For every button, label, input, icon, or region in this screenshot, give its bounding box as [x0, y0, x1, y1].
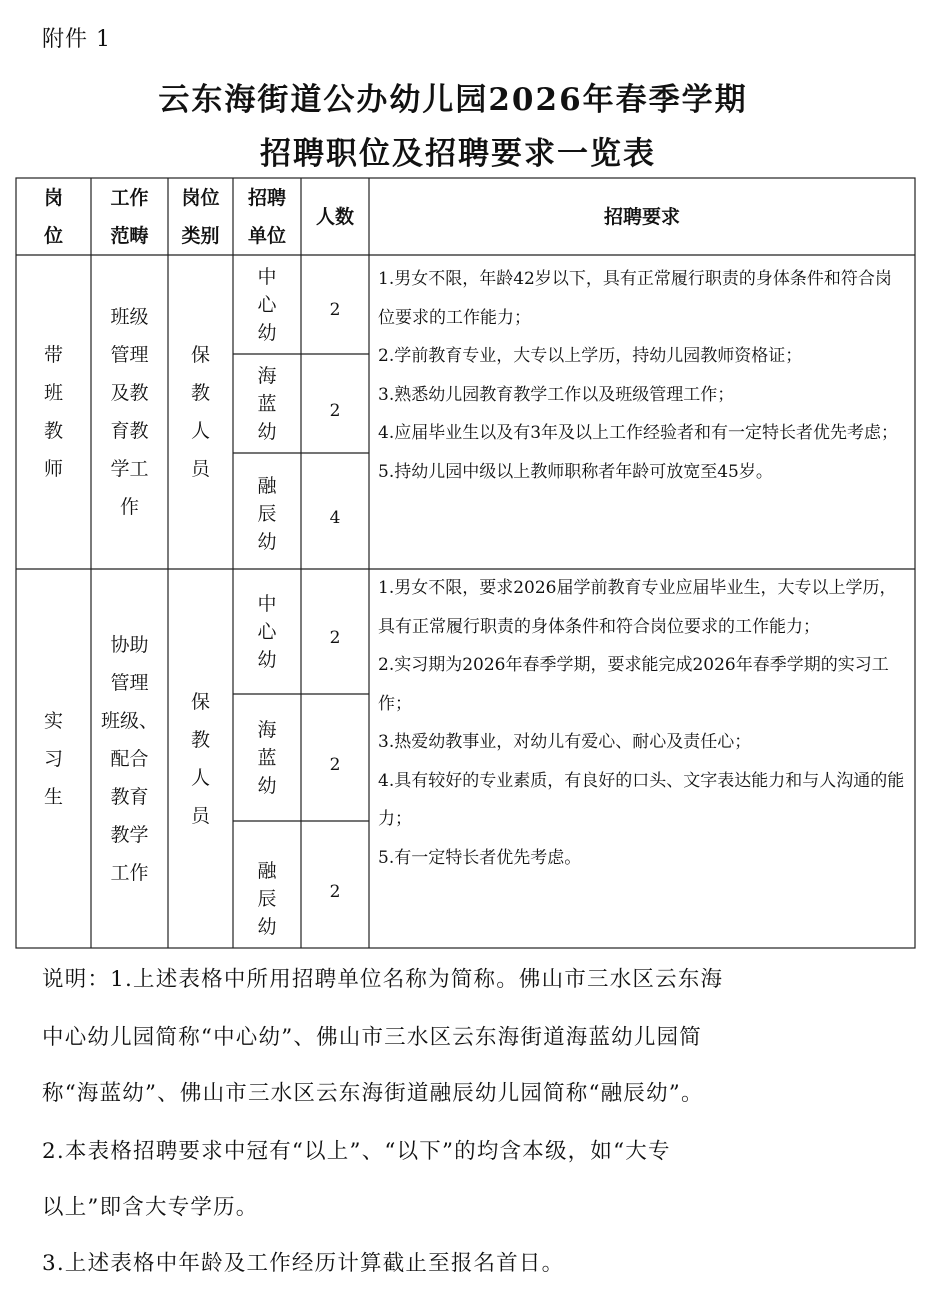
group2-unit-3: 融 辰 幼	[257, 860, 277, 938]
attachment-label: 附件 1	[42, 27, 111, 52]
requirement-item: 1.男女不限，要求2026届学前教育专业应届毕业生，大专以上学历，具有正常履行职责的身体条件和符合岗位要求的工作能力；	[378, 578, 897, 637]
requirement-item: 4.具有较好的专业素质，有良好的口头、文字表达能力和与人沟通的能力；	[378, 770, 905, 829]
header-scope: 工作 范畴	[110, 186, 149, 247]
group1-unit-3: 融 辰 幼	[257, 475, 277, 553]
requirement-item: 3.热爱幼教事业，对幼儿有爱心、耐心及责任心；	[378, 732, 752, 752]
group2-category: 保 教 人 员	[190, 690, 210, 827]
requirement-item: 2.实习期为2026年春季学期，要求能完成2026年春季学期的实习工作；	[378, 655, 889, 714]
group1-unit-1: 中 心 幼	[257, 265, 277, 344]
note-line: 以上”即含大专学历。	[42, 1195, 259, 1220]
group2-unit-2: 海 蓝 幼	[257, 718, 277, 797]
note-line: 中心幼儿园简称“中心幼”、佛山市三水区云东海街道海蓝幼儿园简	[42, 1025, 702, 1050]
note-line: 说明：1.上述表格中所用招聘单位名称为简称。佛山市三水区云东海	[42, 967, 724, 992]
group2-count-2: 2	[329, 755, 341, 775]
requirement-item: 2.学前教育专业，大专以上学历，持幼儿园教师资格证；	[378, 346, 803, 366]
group1-category: 保 教 人 员	[190, 344, 210, 480]
note-line: 2.本表格招聘要求中冠有“以上”、“以下”的均含本级，如“大专	[42, 1139, 671, 1164]
requirement-item: 3.熟悉幼儿园教育教学工作以及班级管理工作；	[378, 384, 735, 405]
header-post: 岗 位	[43, 186, 63, 247]
group1-post: 带 班 教 师	[43, 344, 63, 480]
requirement-item: 5.持幼儿园中级以上教师职称者年龄可放宽至45岁。	[378, 461, 773, 482]
group1-requirements	[369, 260, 915, 566]
group2-scope: 协助 管理 班级、 配合 教育 教学 工作	[100, 633, 158, 884]
note-line: 3.上述表格中年龄及工作经历计算截止至报名首日。	[42, 1251, 565, 1276]
requirement-item: 4.应届毕业生以及有3年及以上工作经验者和有一定特长者优先考虑；	[378, 423, 899, 443]
header-unit: 招聘 单位	[247, 186, 286, 247]
header-requirements: 招聘要求	[603, 205, 680, 228]
header-category: 岗位 类别	[181, 186, 220, 247]
document-subtitle: 招聘职位及招聘要求一览表	[260, 136, 656, 172]
group2-requirements	[369, 569, 915, 948]
header-count: 人数	[315, 205, 354, 228]
note-line: 称“海蓝幼”、佛山市三水区云东海街道融辰幼儿园简称“融辰幼”。	[42, 1081, 704, 1106]
group1-scope: 班级 管理 及教 育教 学工 作	[110, 306, 149, 518]
group2-count-1: 2	[329, 628, 341, 648]
requirement-item: 1.男女不限，年龄42岁以下，具有正常履行职责的身体条件和符合岗位要求的工作能力；	[378, 269, 892, 328]
group1-count-3: 4	[329, 508, 341, 528]
group2-count-3: 2	[329, 882, 341, 902]
document-title: 云东海街道公办幼儿园2026年春季学期	[158, 82, 748, 118]
group2-unit-1: 中 心 幼	[257, 592, 277, 671]
requirement-item: 5.有一定特长者优先考虑。	[378, 847, 582, 868]
group2-post: 实 习 生	[43, 709, 63, 808]
group1-count-2: 2	[329, 400, 341, 421]
group1-count-1: 2	[329, 300, 341, 320]
group1-unit-2: 海 蓝 幼	[257, 364, 277, 443]
